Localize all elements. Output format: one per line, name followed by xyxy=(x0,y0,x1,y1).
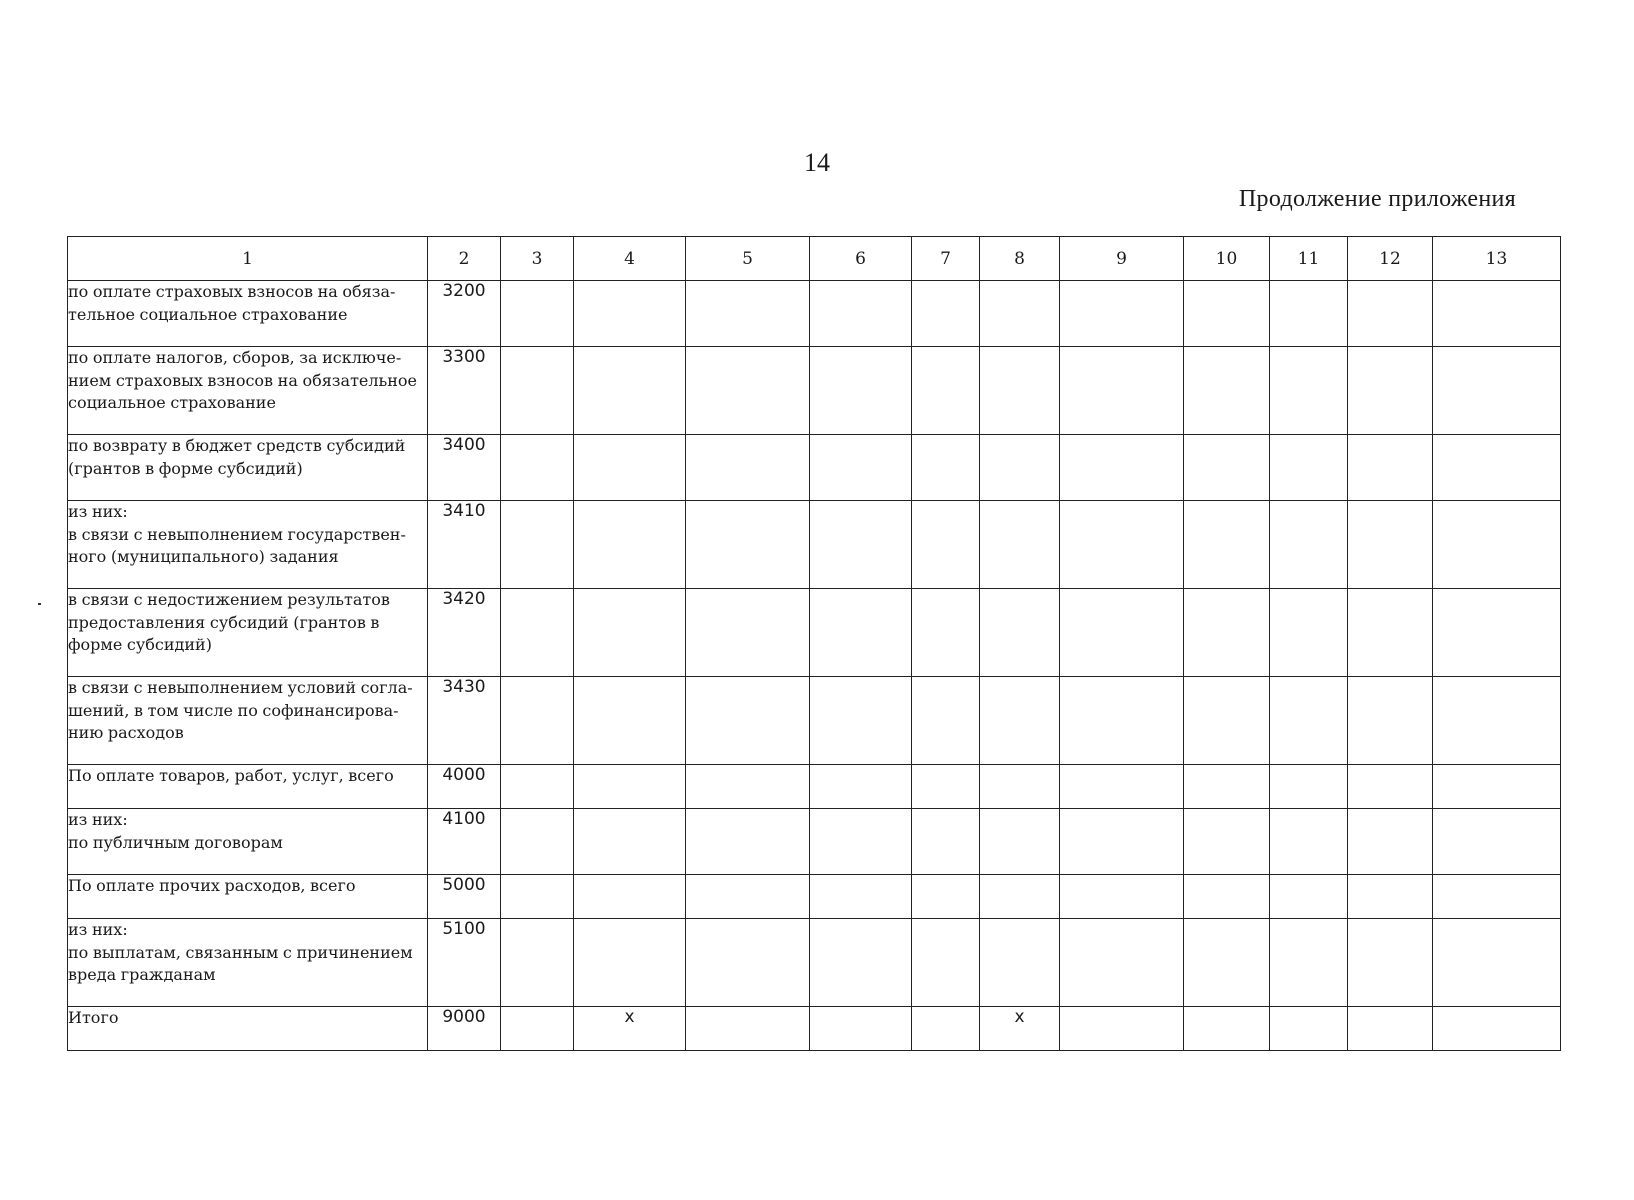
row-name-line: по оплате страховых взносов на обяза- xyxy=(68,282,396,301)
data-cell-col-12 xyxy=(1348,589,1433,677)
data-cell-col-10 xyxy=(1184,765,1270,809)
data-cell-col-8 xyxy=(980,919,1060,1007)
data-cell-col-11 xyxy=(1270,347,1348,435)
data-cell-col-12 xyxy=(1348,1007,1433,1051)
row-name-line: (грантов в форме субсидий) xyxy=(68,458,303,478)
row-name-line: Итого xyxy=(68,1008,119,1027)
row-name xyxy=(68,765,428,809)
row-name-line: По оплате прочих расходов, всего xyxy=(68,876,356,895)
table-row xyxy=(68,677,1561,765)
data-cell-col-7 xyxy=(912,347,980,435)
column-header-2: 2 xyxy=(428,237,501,281)
data-cell-col-4: х xyxy=(574,1007,686,1051)
row-name xyxy=(68,809,428,875)
data-cell-col-6 xyxy=(810,765,912,809)
data-cell-col-10 xyxy=(1184,589,1270,677)
data-cell-col-8 xyxy=(980,347,1060,435)
data-cell-col-9 xyxy=(1060,765,1184,809)
data-cell-col-7 xyxy=(912,875,980,919)
data-cell-col-3 xyxy=(501,589,574,677)
data-cell-col-4 xyxy=(574,281,686,347)
row-name-line: в связи с недостижением результатов xyxy=(68,590,390,609)
data-cell-col-8 xyxy=(980,875,1060,919)
data-cell-col-10 xyxy=(1184,347,1270,435)
data-cell-col-6 xyxy=(810,589,912,677)
data-cell-col-3 xyxy=(501,347,574,435)
row-code: 3300 xyxy=(428,347,501,435)
data-cell-col-4 xyxy=(574,875,686,919)
data-cell-col-6 xyxy=(810,347,912,435)
data-cell-col-11 xyxy=(1270,435,1348,501)
row-name-line: по публичным договорам xyxy=(68,832,283,852)
data-cell-col-12 xyxy=(1348,281,1433,347)
data-cell-col-8 xyxy=(980,809,1060,875)
data-cell-col-9 xyxy=(1060,875,1184,919)
row-code: 3430 xyxy=(428,677,501,765)
page-number: 14 xyxy=(804,148,830,177)
data-cell-col-9 xyxy=(1060,435,1184,501)
data-cell-col-4 xyxy=(574,435,686,501)
data-cell-col-5 xyxy=(686,347,810,435)
data-cell-col-13 xyxy=(1433,281,1561,347)
data-cell-col-8 xyxy=(980,501,1060,589)
column-header-13: 13 xyxy=(1433,237,1561,281)
data-cell-col-13 xyxy=(1433,347,1561,435)
data-cell-col-7 xyxy=(912,919,980,1007)
data-cell-col-12 xyxy=(1348,919,1433,1007)
data-cell-col-3 xyxy=(501,875,574,919)
row-name xyxy=(68,435,428,501)
continuation-title: Продолжение приложения xyxy=(1238,186,1516,212)
table-row xyxy=(68,875,1561,919)
data-cell-col-6 xyxy=(810,919,912,1007)
row-code: 4000 xyxy=(428,765,501,809)
data-cell-col-7 xyxy=(912,281,980,347)
data-cell-col-4 xyxy=(574,589,686,677)
data-cell-col-7 xyxy=(912,501,980,589)
data-cell-col-4 xyxy=(574,765,686,809)
column-header-10: 10 xyxy=(1184,237,1270,281)
data-cell-col-7 xyxy=(912,809,980,875)
data-cell-col-10 xyxy=(1184,501,1270,589)
row-name-line: социальное страхование xyxy=(68,393,276,412)
data-cell-col-11 xyxy=(1270,501,1348,589)
data-cell-col-4 xyxy=(574,919,686,1007)
row-code: 4100 xyxy=(428,809,501,875)
data-cell-col-3 xyxy=(501,809,574,875)
row-name xyxy=(68,589,428,677)
data-cell-col-12 xyxy=(1348,765,1433,809)
row-name-line: в связи с невыполнением государствен- xyxy=(68,524,406,544)
data-cell-col-10 xyxy=(1184,809,1270,875)
data-cell-col-5 xyxy=(686,677,810,765)
data-cell-col-8 xyxy=(980,765,1060,809)
data-cell-col-3 xyxy=(501,501,574,589)
column-header-1: 1 xyxy=(68,237,428,281)
data-cell-col-12 xyxy=(1348,809,1433,875)
row-name-line: нию расходов xyxy=(68,723,184,742)
data-cell-col-3 xyxy=(501,435,574,501)
data-cell-col-12 xyxy=(1348,677,1433,765)
data-cell-col-4 xyxy=(574,347,686,435)
data-cell-col-6 xyxy=(810,677,912,765)
table-row xyxy=(68,765,1561,809)
row-name-line: предоставления субсидий (грантов в xyxy=(68,612,380,632)
data-cell-col-6 xyxy=(810,809,912,875)
column-header-8: 8 xyxy=(980,237,1060,281)
data-cell-col-10 xyxy=(1184,677,1270,765)
data-cell-col-7 xyxy=(912,1007,980,1051)
column-header-9: 9 xyxy=(1060,237,1184,281)
data-cell-col-11 xyxy=(1270,677,1348,765)
data-cell-col-13 xyxy=(1433,1007,1561,1051)
data-cell-col-8 xyxy=(980,435,1060,501)
row-name-line: форме субсидий) xyxy=(68,635,212,654)
column-header-5: 5 xyxy=(686,237,810,281)
data-cell-col-3 xyxy=(501,281,574,347)
data-cell-col-11 xyxy=(1270,1007,1348,1051)
data-cell-col-10 xyxy=(1184,281,1270,347)
row-name-line: по возврату в бюджет средств субсидий xyxy=(68,436,406,455)
data-cell-col-12 xyxy=(1348,875,1433,919)
data-cell-col-5 xyxy=(686,1007,810,1051)
data-cell-col-9 xyxy=(1060,809,1184,875)
data-cell-col-10 xyxy=(1184,1007,1270,1051)
table-row xyxy=(68,589,1561,677)
data-cell-col-3 xyxy=(501,765,574,809)
row-code: 3400 xyxy=(428,435,501,501)
column-header-7: 7 xyxy=(912,237,980,281)
data-cell-col-8: х xyxy=(980,1007,1060,1051)
data-cell-col-5 xyxy=(686,435,810,501)
data-cell-col-11 xyxy=(1270,589,1348,677)
row-name-line: по выплатам, связанным с причинением xyxy=(68,942,413,962)
appendix-table xyxy=(67,236,1561,1051)
row-code: 3420 xyxy=(428,589,501,677)
column-header-4: 4 xyxy=(574,237,686,281)
data-cell-col-8 xyxy=(980,281,1060,347)
row-code: 3410 xyxy=(428,501,501,589)
data-cell-col-4 xyxy=(574,809,686,875)
row-name-line: в связи с невыполнением условий согла- xyxy=(68,678,413,697)
data-cell-col-5 xyxy=(686,281,810,347)
data-cell-col-5 xyxy=(686,875,810,919)
row-name xyxy=(68,501,428,589)
row-name-line: шений, в том числе по софинансирова- xyxy=(68,700,399,720)
row-name-line: из них: xyxy=(68,502,128,521)
data-cell-col-3 xyxy=(501,919,574,1007)
header-row xyxy=(68,237,1561,281)
table-row xyxy=(68,501,1561,589)
data-cell-col-13 xyxy=(1433,765,1561,809)
scan-speck xyxy=(38,603,41,605)
row-name xyxy=(68,347,428,435)
row-code: 5000 xyxy=(428,875,501,919)
row-name-line: по оплате налогов, сборов, за исключе- xyxy=(68,348,402,367)
data-cell-col-5 xyxy=(686,765,810,809)
data-cell-col-6 xyxy=(810,1007,912,1051)
data-cell-col-8 xyxy=(980,677,1060,765)
data-cell-col-6 xyxy=(810,875,912,919)
data-cell-col-10 xyxy=(1184,435,1270,501)
row-name-line: тельное социальное страхование xyxy=(68,304,348,324)
data-cell-col-12 xyxy=(1348,347,1433,435)
row-code: 9000 xyxy=(428,1007,501,1051)
row-name xyxy=(68,919,428,1007)
table-row xyxy=(68,1007,1561,1051)
data-cell-col-9 xyxy=(1060,589,1184,677)
column-header-3: 3 xyxy=(501,237,574,281)
row-name xyxy=(68,677,428,765)
data-cell-col-4 xyxy=(574,677,686,765)
data-cell-col-7 xyxy=(912,589,980,677)
data-cell-col-3 xyxy=(501,1007,574,1051)
data-cell-col-3 xyxy=(501,677,574,765)
row-name xyxy=(68,1007,428,1051)
data-cell-col-6 xyxy=(810,281,912,347)
data-cell-col-9 xyxy=(1060,281,1184,347)
row-code: 3200 xyxy=(428,281,501,347)
row-name-line: По оплате товаров, работ, услуг, всего xyxy=(68,766,394,785)
data-cell-col-9 xyxy=(1060,919,1184,1007)
row-name-line: из них: xyxy=(68,920,128,939)
data-cell-col-6 xyxy=(810,501,912,589)
data-cell-col-11 xyxy=(1270,809,1348,875)
table-row xyxy=(68,347,1561,435)
data-cell-col-11 xyxy=(1270,875,1348,919)
data-cell-col-7 xyxy=(912,765,980,809)
data-cell-col-12 xyxy=(1348,501,1433,589)
data-cell-col-10 xyxy=(1184,919,1270,1007)
data-cell-col-13 xyxy=(1433,677,1561,765)
data-cell-col-10 xyxy=(1184,875,1270,919)
table-row xyxy=(68,435,1561,501)
data-cell-col-13 xyxy=(1433,919,1561,1007)
data-cell-col-9 xyxy=(1060,677,1184,765)
row-name xyxy=(68,281,428,347)
data-cell-col-11 xyxy=(1270,765,1348,809)
data-cell-col-13 xyxy=(1433,809,1561,875)
row-name-line: ного (муниципального) задания xyxy=(68,547,339,566)
column-header-6: 6 xyxy=(810,237,912,281)
table-row xyxy=(68,919,1561,1007)
data-cell-col-7 xyxy=(912,677,980,765)
table-body xyxy=(68,281,1561,1051)
data-cell-col-4 xyxy=(574,501,686,589)
data-cell-col-7 xyxy=(912,435,980,501)
data-cell-col-5 xyxy=(686,501,810,589)
data-cell-col-12 xyxy=(1348,435,1433,501)
data-cell-col-13 xyxy=(1433,875,1561,919)
data-cell-col-5 xyxy=(686,919,810,1007)
table-row xyxy=(68,281,1561,347)
column-header-12: 12 xyxy=(1348,237,1433,281)
data-cell-col-9 xyxy=(1060,501,1184,589)
data-cell-col-8 xyxy=(980,589,1060,677)
data-cell-col-5 xyxy=(686,809,810,875)
row-name xyxy=(68,875,428,919)
row-name-line: из них: xyxy=(68,810,128,829)
data-cell-col-13 xyxy=(1433,435,1561,501)
data-cell-col-11 xyxy=(1270,919,1348,1007)
data-cell-col-5 xyxy=(686,589,810,677)
table-row xyxy=(68,809,1561,875)
row-name-line: нием страховых взносов на обязательное xyxy=(68,370,418,390)
data-cell-col-9 xyxy=(1060,1007,1184,1051)
data-cell-col-13 xyxy=(1433,501,1561,589)
data-cell-col-13 xyxy=(1433,589,1561,677)
data-cell-col-9 xyxy=(1060,347,1184,435)
column-header-11: 11 xyxy=(1270,237,1348,281)
data-cell-col-6 xyxy=(810,435,912,501)
data-cell-col-11 xyxy=(1270,281,1348,347)
row-code: 5100 xyxy=(428,919,501,1007)
row-name-line: вреда гражданам xyxy=(68,965,216,984)
